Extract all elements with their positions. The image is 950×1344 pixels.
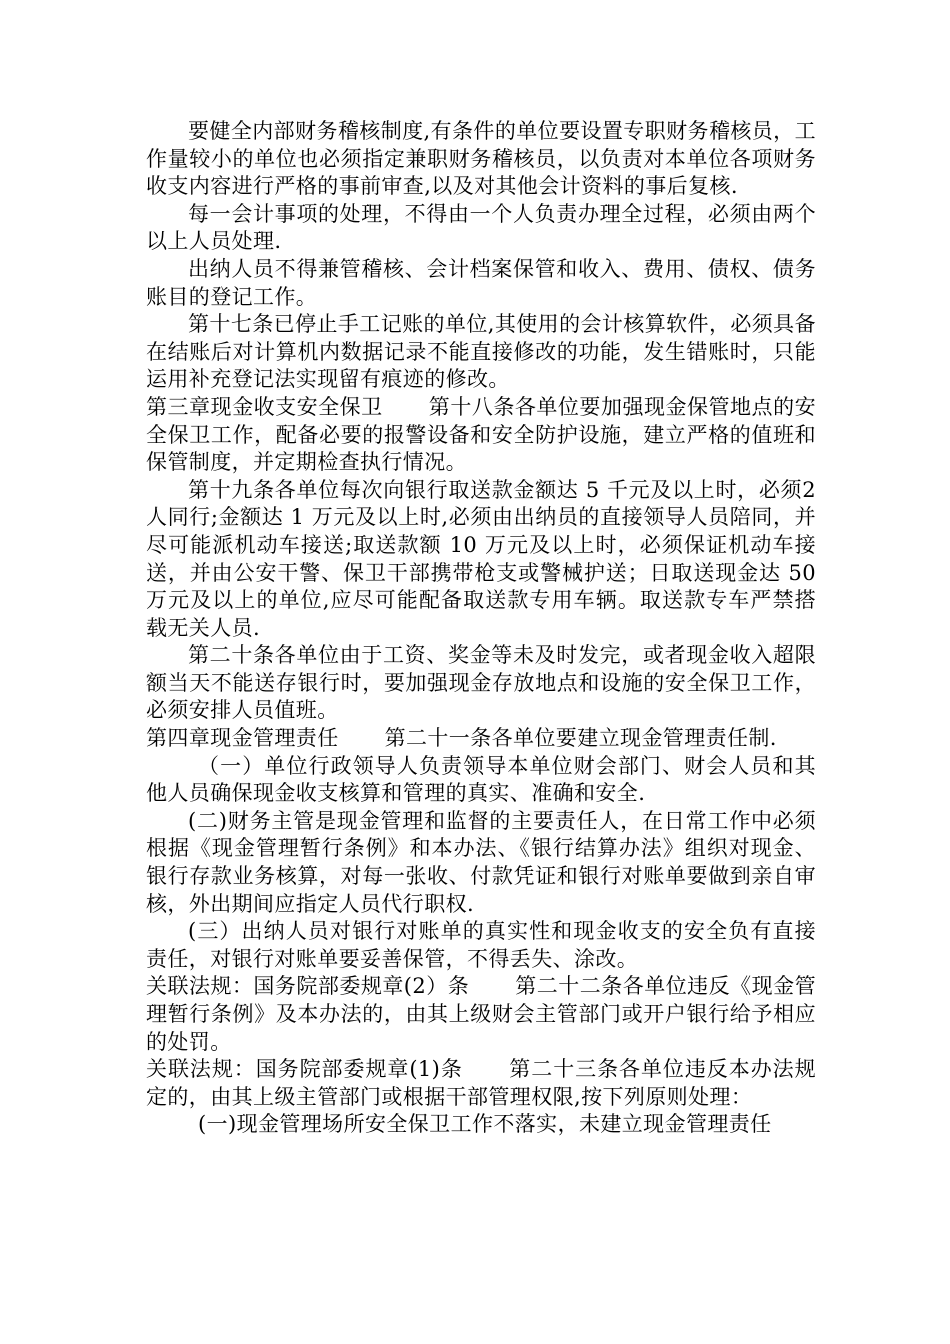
- paragraph-text: 出纳人员不得兼管稽核、会计档案保管和收入、费用、债权、债务账目的登记工作。: [146, 256, 816, 309]
- paragraph-related-law-1: [146, 1056, 816, 1111]
- paragraph-item-1: [146, 753, 816, 808]
- document-body: [146, 118, 816, 1139]
- paragraph-text: 每一会计事项的处理，不得由一个人负责办理全过程，必须由两个以上人员处理.: [146, 201, 816, 254]
- paragraph-text: 第十七条已停止手工记账的单位,其使用的会计核算软件，必须具备在结账后对计算机内数据记录不能直接修改的功能，发生错账时，只能运用补充登记法实现留有痕迹的修改。: [146, 312, 816, 392]
- paragraph-text: 第二十条各单位由于工资、奖金等未及时发完，或者现金收入超限额当天不能送存银行时，要加强现金存放地点和设施的安全保卫工作，必须安排人员值班。: [146, 643, 816, 723]
- paragraph-chapter-4: [146, 725, 816, 753]
- chapter-heading: 第三章现金收支安全保卫: [146, 394, 383, 419]
- paragraph-item-2: [146, 808, 816, 918]
- paragraph-text: (二)财务主管是现金管理和监督的主要责任人，在日常工作中必须根据《现金管理暂行条例》和本办法、《银行结算办法》组织对现金、银行存款业务核算，对每一张收、付款凭证和银行对账单要做到亲自审核，外出期间应指定人员代行职权.: [146, 808, 816, 916]
- paragraph-text: 第二十二条各单位违反《现金管理暂行条例》及本办法的，由其上级财会主管部门或开户银行给予相应的处罚。: [146, 974, 816, 1054]
- paragraph-text: 第十九条各单位每次向银行取送款金额达 5 千元及以上时，必须2 人同行;金额达 1 万元及以上时,必须由出纳员的直接领导人员陪同，并尽可能派机动车接送;取送款额 10 万元及以上时，必须保证机动车接送，并由公安干警、保卫干部携带枪支或警械护送；日取送现金达 50 万元及以上的单位,应尽可能配备取送款专用车辆。取送款专车严禁搭载无关人员.: [146, 477, 816, 640]
- paragraph-text: （一）单位行政领导人负责领导本单位财会部门、财会人员和其他人员确保现金收支核算和管理的真实、准确和安全.: [146, 753, 816, 806]
- paragraph-chapter-3: [146, 394, 816, 477]
- paragraph-text: (三）出纳人员对银行对账单的真实性和现金收支的安全负有直接责任，对银行对账单要妥善保管，不得丢失、涂改。: [146, 919, 816, 971]
- related-law-label: 关联法规：国务院部委规章(2）条: [146, 974, 470, 999]
- paragraph-text: 第十八条各单位要加强现金保管地点的安全保卫工作，配备必要的报警设备和安全防护设施，建立严格的值班和保管制度，并定期检查执行情况。: [146, 394, 816, 475]
- paragraph-cashier-restriction: [146, 256, 816, 311]
- chapter-heading: 第四章现金管理责任: [146, 726, 339, 751]
- paragraph-article-19: [146, 477, 816, 643]
- paragraph-article-20: [146, 642, 816, 725]
- paragraph-text: 第二十一条各单位要建立现金管理责任制.: [384, 726, 777, 751]
- paragraph-text: 要健全内部财务稽核制度,有条件的单位要设置专职财务稽核员，工作量较小的单位也必须指定兼职财务稽核员，以负责对本单位各项财务收支内容进行严格的事前审查,以及对其他会计资料的事后复核.: [146, 119, 816, 199]
- paragraph-two-person-rule: [146, 201, 816, 256]
- paragraph-penalty-item-1: [146, 1111, 816, 1139]
- related-law-label: 关联法规：国务院部委规章(1)条: [146, 1057, 463, 1082]
- paragraph-item-3: [146, 918, 816, 973]
- paragraph-text: (一)现金管理场所安全保卫工作不落实，未建立现金管理责任: [198, 1112, 772, 1137]
- paragraph-related-law-2: [146, 973, 816, 1056]
- paragraph-audit-system: [146, 118, 816, 201]
- paragraph-article-17: [146, 311, 816, 394]
- paragraph-text: 第二十三条各单位违反本办法规定的，由其上级主管部门或根据干部管理权限,按下列原则处理：: [146, 1057, 816, 1109]
